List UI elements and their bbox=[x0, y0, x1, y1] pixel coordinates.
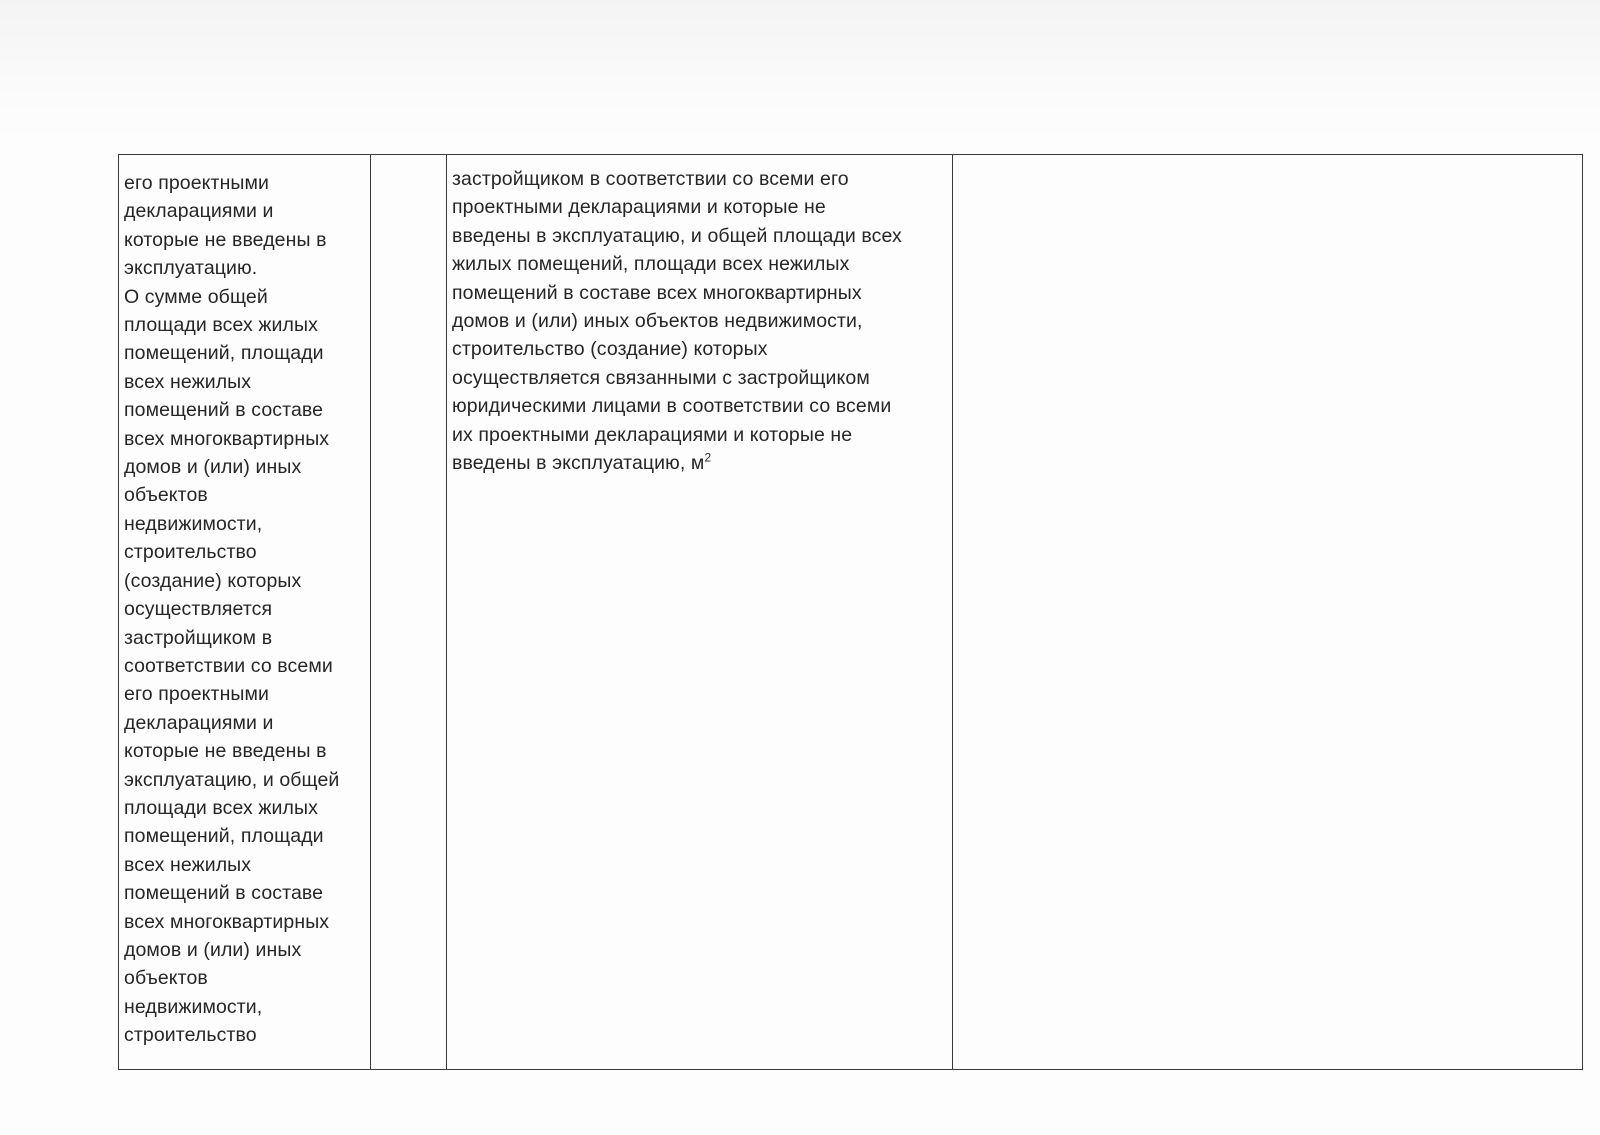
text-line: (создание) которых bbox=[124, 569, 302, 592]
scan-artifact bbox=[0, 0, 1600, 140]
text-line: всех многоквартирных bbox=[124, 910, 330, 933]
text-line: его проектными bbox=[124, 172, 270, 194]
text-line: помещений, площади bbox=[124, 825, 324, 848]
text-line: застройщиком в соответствии со всеми его bbox=[452, 168, 849, 190]
text-line: О сумме общей bbox=[124, 285, 268, 308]
text-line: юридическими лицами в соответствии со всеми bbox=[452, 395, 892, 418]
text-line: проектными декларациями и которые не bbox=[452, 196, 826, 219]
text-line: площади всех жилых bbox=[124, 314, 318, 337]
text-line: недвижимости, bbox=[124, 512, 263, 535]
text-line: которые не введены в bbox=[124, 228, 327, 251]
indicator-text bbox=[447, 155, 952, 477]
table-cell-description bbox=[119, 155, 371, 1070]
text-line: помещений в составе bbox=[124, 882, 324, 905]
indicator-last-line bbox=[452, 449, 944, 477]
text-line: осуществляется bbox=[124, 598, 273, 621]
text-line: помещений в составе всех многоквартирных bbox=[452, 281, 862, 304]
table-cell-indicator bbox=[447, 155, 953, 1070]
text-line: объектов bbox=[124, 967, 208, 990]
text-line: соответствии со всеми bbox=[124, 654, 333, 677]
text-line: строительство bbox=[124, 541, 257, 564]
text-line: помещений, площади bbox=[124, 342, 324, 365]
text-line: осуществляется связанными с застройщиком bbox=[452, 366, 870, 389]
text-line: всех многоквартирных bbox=[124, 427, 330, 450]
text-line: эксплуатацию, и общей bbox=[124, 768, 340, 791]
text-line: площади всех жилых bbox=[124, 796, 318, 819]
text-line: введены в эксплуатацию, и общей площади всех bbox=[452, 224, 902, 247]
text-line: домов и (или) иных bbox=[124, 456, 302, 479]
table-row bbox=[119, 155, 1583, 1070]
unit-superscript: 2 bbox=[704, 450, 712, 465]
text-line: жилых помещений, площади всех нежилых bbox=[452, 253, 850, 276]
text-line: их проектными декларациями и которые не bbox=[452, 423, 853, 446]
table-cell-value bbox=[953, 155, 1583, 1070]
text-line: недвижимости, bbox=[124, 995, 263, 1018]
text-line: объектов bbox=[124, 484, 208, 507]
text-line: домов и (или) иных bbox=[124, 938, 302, 961]
document-table bbox=[118, 154, 1583, 1070]
indicator-unit-text: введены в эксплуатацию, м bbox=[452, 452, 705, 475]
text-line: застройщиком в bbox=[124, 626, 273, 649]
text-line: декларациями и bbox=[124, 200, 274, 223]
text-line: которые не введены в bbox=[124, 740, 327, 763]
text-line: всех нежилых bbox=[124, 370, 252, 393]
text-line: всех нежилых bbox=[124, 853, 252, 876]
text-line: домов и (или) иных объектов недвижимости, bbox=[452, 310, 863, 333]
text-line: помещений в составе bbox=[124, 399, 324, 422]
description-text bbox=[119, 155, 370, 1050]
text-line: эксплуатацию. bbox=[124, 257, 258, 280]
text-line: строительство (создание) которых bbox=[452, 338, 768, 361]
text-line: его проектными bbox=[124, 683, 270, 706]
text-line: строительство bbox=[124, 1024, 257, 1047]
text-line: декларациями и bbox=[124, 711, 274, 734]
table-cell-number bbox=[371, 155, 447, 1070]
